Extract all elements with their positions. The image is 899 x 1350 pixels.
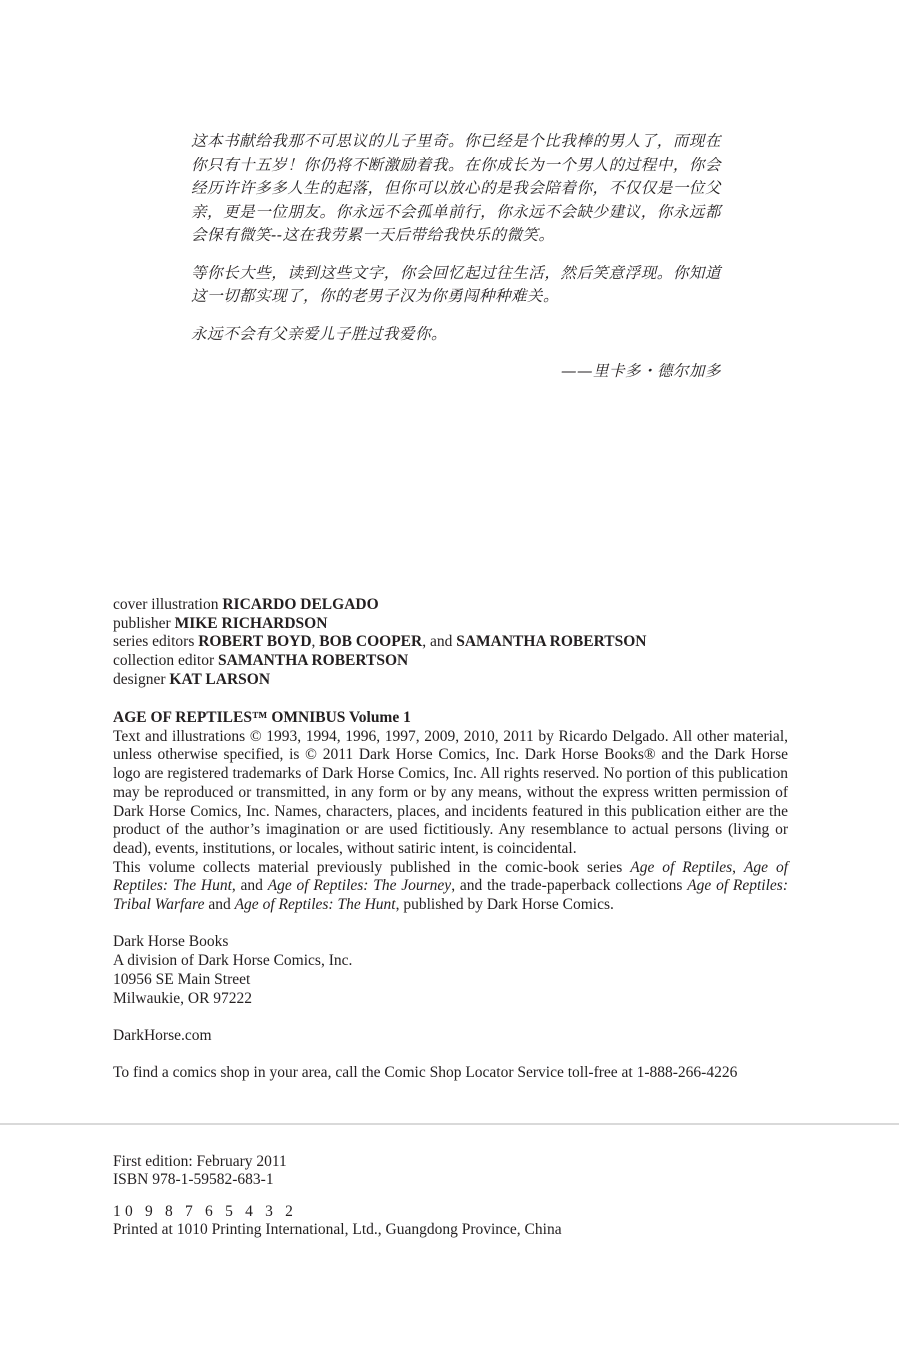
credits-list bbox=[113, 596, 793, 690]
isbn: ISBN 978-1-59582-683-1 bbox=[113, 1171, 274, 1188]
credit-name: SAMANTHA ROBERTSON bbox=[456, 633, 647, 651]
credit-role: collection editor bbox=[113, 652, 215, 670]
credit-role: designer bbox=[113, 670, 166, 688]
address-line: 10956 SE Main Street bbox=[113, 970, 251, 988]
credit-name: SAMANTHA ROBERTSON bbox=[218, 652, 409, 670]
publisher-address bbox=[113, 933, 788, 1008]
first-edition: First edition: February 2011 bbox=[113, 1153, 287, 1170]
printed-at: Printed at 1010 Printing International, Ltd., Guangdong Province, China bbox=[113, 1221, 562, 1238]
address-line: A division of Dark Horse Comics, Inc. bbox=[113, 952, 353, 970]
series-title: Age of Reptiles: The Journey bbox=[267, 877, 452, 895]
series-title: Age of Reptiles bbox=[630, 858, 733, 876]
collects-notice: This volume collects material previously published in the comic-book series Age of Reptiles, Age of Reptiles: The Hunt, and Age of Reptiles: The Journey, and the trade-paperback collections Age of Reptiles: Tribal Warfare and Age of Reptiles: The Hunt, published by Dark Horse Comics. bbox=[113, 858, 788, 914]
credit-name: RICARDO DELGADO bbox=[222, 596, 379, 613]
credit-row bbox=[113, 671, 793, 690]
edition-info bbox=[113, 1153, 793, 1239]
address-line: Milwaukie, OR 97222 bbox=[113, 989, 253, 1007]
credit-row: series editors ROBERT BOYD, BOB COOPER, and SAMANTHA ROBERTSON bbox=[113, 633, 647, 651]
credit-role: publisher bbox=[113, 614, 171, 632]
credit-role: series editors bbox=[113, 633, 195, 651]
credit-name: MIKE RICHARDSON bbox=[174, 614, 328, 632]
credit-row bbox=[113, 615, 793, 634]
dedication-paragraph-1: 这本书献给我那不可思议的儿子里奇。你已经是个比我棒的男人了，而现在你只有十五岁！你仍将不断激励着我。在你成长为一个男人的过程中，你会经历许许多多人生的起落，但你可以放心的是我会陪着你，不仅仅是一位父亲，更是一位朋友。你永远不会孤单前行，你永远不会缺少建议，你永远都会保有微笑--这在我劳累一天后带给我快乐的微笑。 bbox=[191, 132, 721, 244]
dedication-paragraph-3: 永远不会有父亲爱儿子胜过我爱你。 bbox=[191, 324, 448, 343]
dedication bbox=[191, 130, 721, 398]
series-title: Age of Reptiles: Tribal Warfare bbox=[113, 877, 788, 914]
series-title: Age of Reptiles: The Hunt bbox=[234, 896, 396, 914]
dedication-paragraph-2: 等你长大些，读到这些文字，你会回忆起过往生活，然后笑意浮现。你知道这一切都实现了，你的老男子汉为你勇闯种种难关。 bbox=[191, 263, 721, 305]
copyright-notice: Text and illustrations © 1993, 1994, 1996, 1997, 2009, 2010, 2011 by Ricardo Delgado. All other material, unless otherwise specified, is © 2011 Dark Horse Comics, Inc. Dark Horse Books® and the Dark Horse logo are registered trademarks of Dark Horse Comics, Inc. All rights reserved. No portion of this publication may be reproduced or transmitted, in any form or by any means, without the express written permission of Dark Horse Comics, Inc. Names, characters, places, and incidents featured in this publication either are the product of the author’s imagination or are used fictitiously. Any resemblance to actual persons (living or dead), events, institutions, or locales, without satiric intent, is coincidental. bbox=[113, 727, 788, 857]
book-title: AGE OF REPTILES™ OMNIBUS Volume 1 bbox=[113, 709, 411, 726]
dedication-signature: ——里卡多・德尔加多 bbox=[560, 362, 721, 380]
divider bbox=[0, 1123, 899, 1125]
credit-name: ROBERT BOYD bbox=[198, 633, 312, 651]
shop-locator-notice: To find a comics shop in your area, call the Comic Shop Locator Service toll-free at 1-888-266-4226 bbox=[113, 1064, 738, 1082]
legal-section bbox=[113, 709, 788, 1083]
address-line: Dark Horse Books bbox=[113, 933, 229, 951]
credit-row bbox=[113, 596, 793, 615]
credit-row bbox=[113, 652, 793, 671]
website: DarkHorse.com bbox=[113, 1026, 212, 1044]
credit-name: KAT LARSON bbox=[169, 670, 271, 688]
credit-role: cover illustration bbox=[113, 596, 219, 613]
print-line: 10 9 8 7 6 5 4 3 2 bbox=[113, 1203, 298, 1220]
credit-name: BOB COOPER bbox=[319, 633, 423, 651]
series-title: Age of Reptiles: The Hunt bbox=[113, 858, 788, 895]
